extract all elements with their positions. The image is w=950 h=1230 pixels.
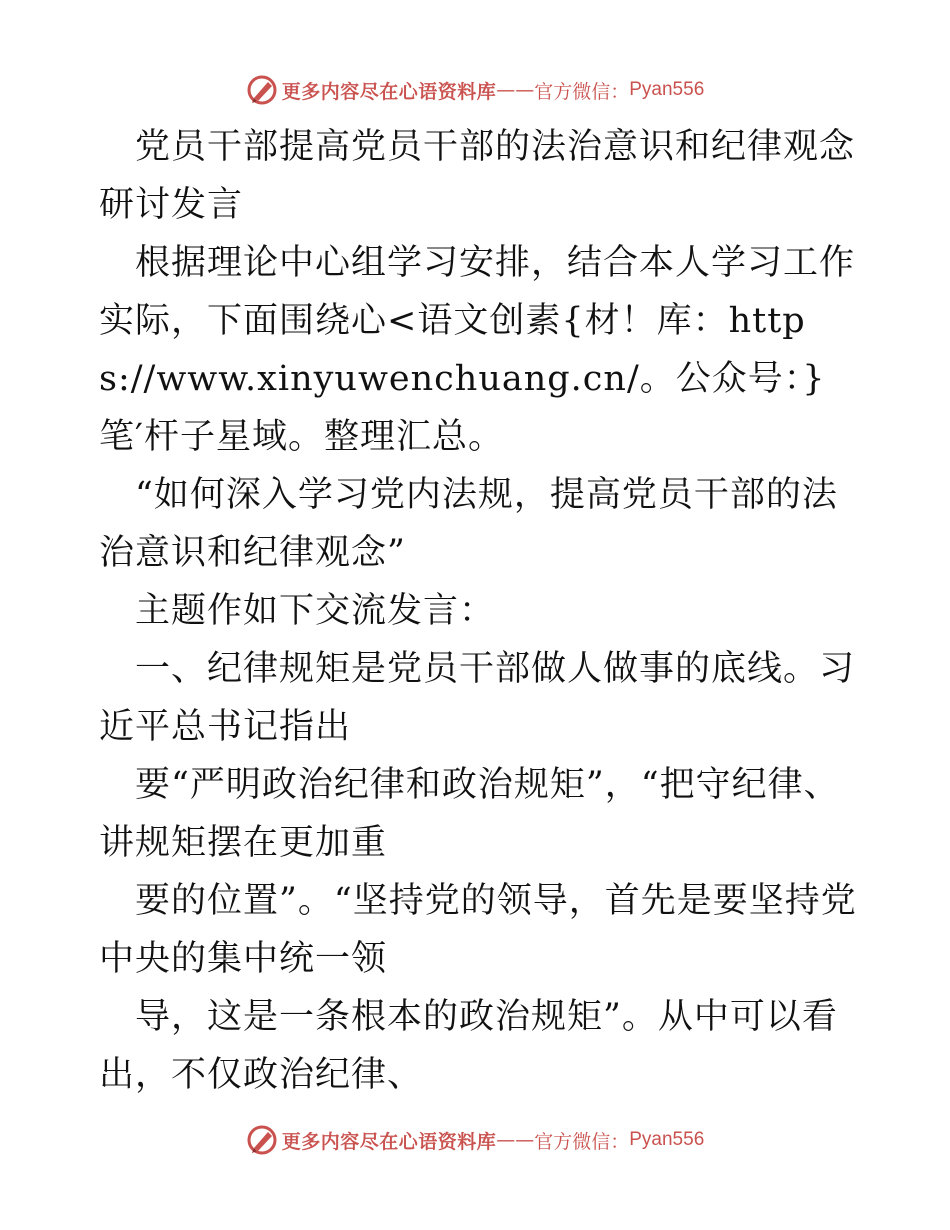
watermark-wechat-id: Pyan556 (629, 1129, 705, 1150)
paragraph: 根据理论中心组学习安排，结合本人学习工作实际，下面围绕心<语文创素{材！库：https://www.xinyuwenchuang.cn/。公众号：}笔′杆子星域。整理汇总。 (99, 243, 856, 457)
pen-logo-icon (246, 1124, 278, 1156)
footer-watermark (0, 1120, 950, 1160)
watermark-wechat-label: 官方微信： (534, 80, 630, 103)
paragraph: “如何深入学习党内法规，提高党员干部的法治意识和纪律观念” (99, 475, 838, 573)
watermark-separator: —— (496, 1129, 535, 1151)
paragraph: 要的位置”。“坚持党的领导，首先是要坚持党中央的集中统一领 (99, 881, 857, 979)
paragraph: 要“严明政治纪律和政治规矩”，“把守纪律、讲规矩摆在更加重 (99, 765, 840, 863)
watermark-brand-text: 更多内容尽在心语资料库 (281, 1130, 497, 1153)
paragraph: 一、纪律规矩是党员干部做人做事的底线。习近平总书记指出 (99, 649, 856, 747)
paragraph: 主题作如下交流发言： (135, 591, 496, 631)
watermark-brand-text: 更多内容尽在心语资料库 (281, 80, 497, 103)
header-watermark (0, 70, 950, 110)
watermark-separator: —— (496, 79, 535, 101)
paragraph: 导，这是一条根本的政治规矩”。从中可以看出，不仅政治纪律、 (99, 997, 838, 1095)
document-title: 党员干部提高党员干部的法治意识和纪律观念研讨发言 (99, 127, 856, 225)
watermark-wechat-id: Pyan556 (629, 79, 705, 100)
document-body (99, 118, 859, 1104)
watermark-wechat-label: 官方微信： (534, 1130, 630, 1153)
pen-logo-icon (246, 74, 278, 106)
